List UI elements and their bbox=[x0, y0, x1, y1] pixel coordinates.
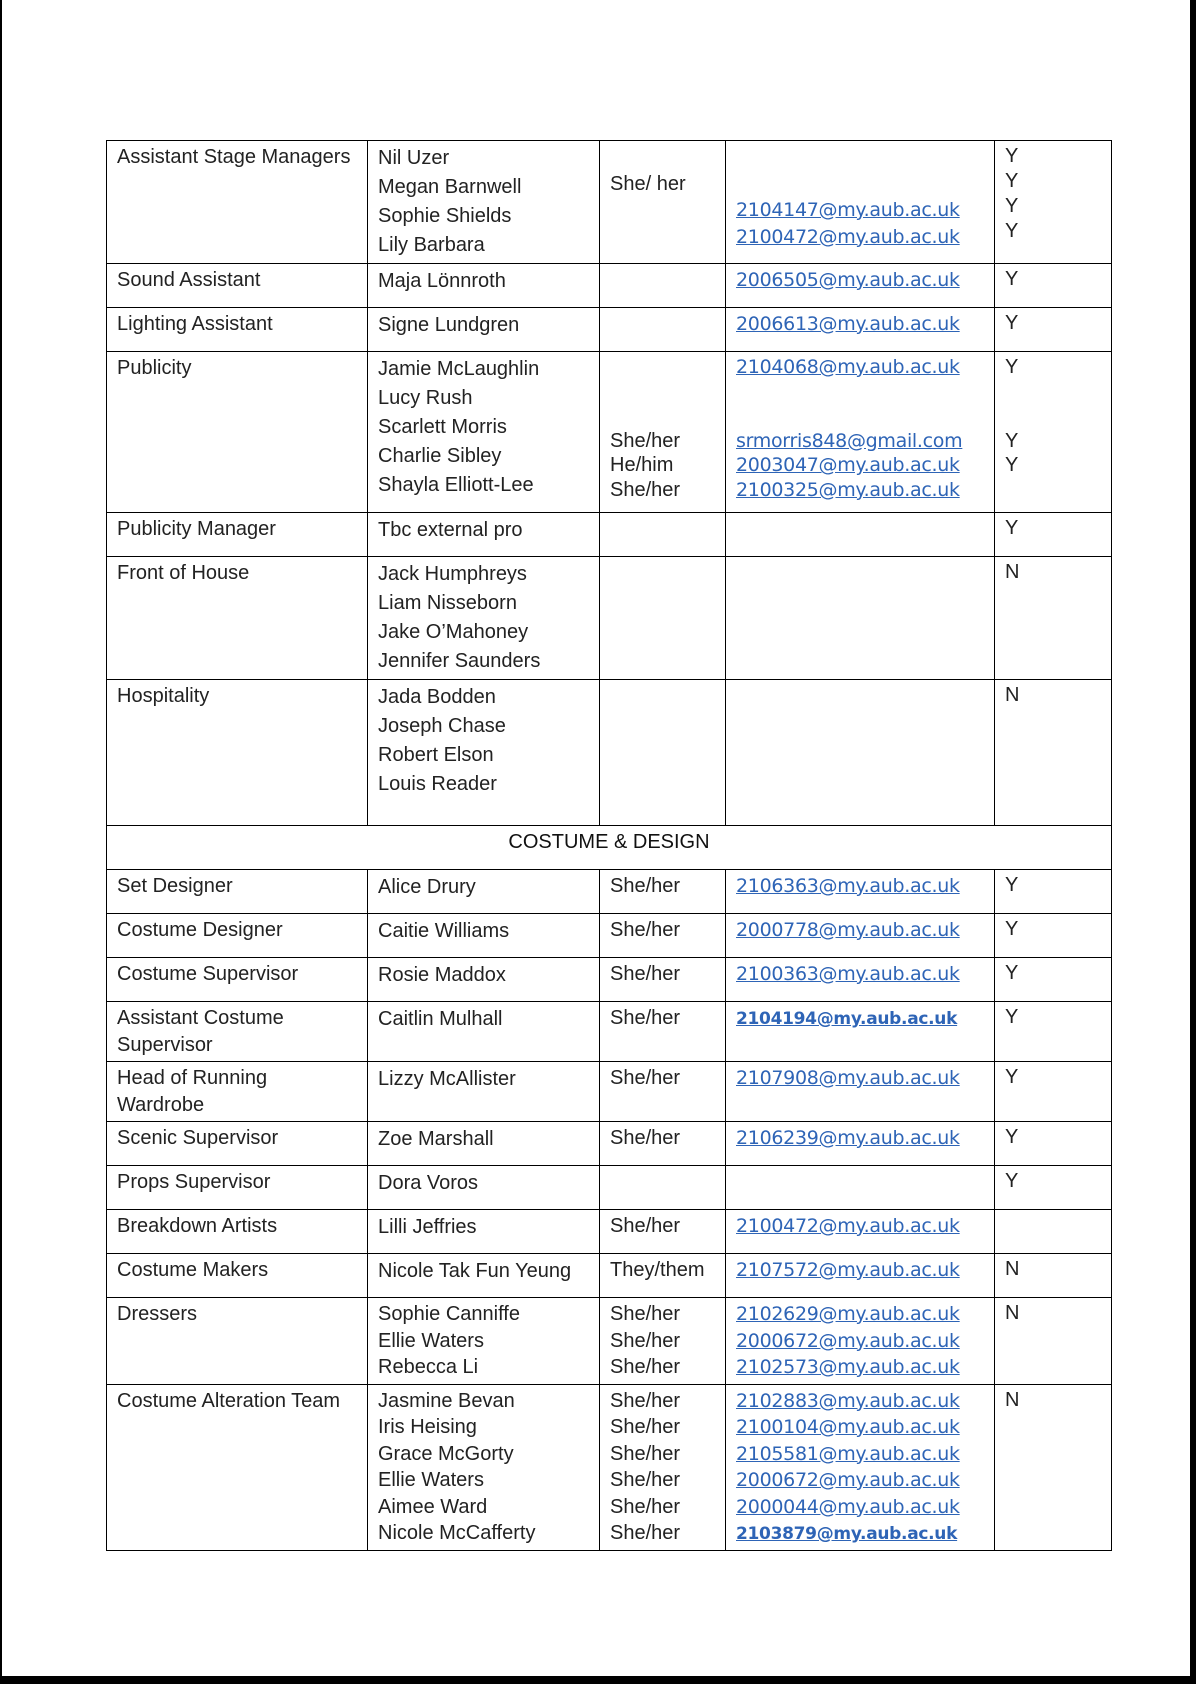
status-cell bbox=[995, 1062, 1112, 1122]
names-cell bbox=[368, 1210, 600, 1254]
pronouns-cell bbox=[600, 352, 726, 513]
person-name: Aimee Ward bbox=[378, 1495, 488, 1518]
email-address[interactable]: 2102629@my.aub.ac.uk bbox=[736, 1303, 960, 1325]
person-name: Jake O’Mahoney bbox=[378, 621, 529, 643]
email-link[interactable] bbox=[736, 355, 984, 380]
names-cell bbox=[368, 513, 600, 557]
email-link[interactable] bbox=[736, 197, 984, 224]
status-cell bbox=[995, 1298, 1112, 1385]
status-flag: Y bbox=[1005, 454, 1019, 477]
pronoun-text: She/her bbox=[610, 1522, 681, 1544]
empty-line bbox=[736, 380, 984, 405]
role-cell bbox=[107, 1210, 368, 1254]
email-cell bbox=[726, 352, 995, 513]
empty-line bbox=[736, 560, 984, 587]
role-label: Lighting Assistant bbox=[117, 313, 273, 335]
role-cell bbox=[107, 1122, 368, 1166]
pronouns-cell bbox=[600, 870, 726, 914]
pronouns-cell bbox=[600, 680, 726, 826]
status-cell bbox=[995, 1002, 1112, 1062]
empty-line bbox=[736, 683, 984, 710]
email-link[interactable] bbox=[736, 1301, 984, 1328]
pronoun-text bbox=[610, 404, 715, 429]
email-link[interactable] bbox=[736, 1388, 984, 1415]
email-link[interactable] bbox=[736, 1520, 984, 1547]
role-label: Dressers bbox=[117, 1303, 198, 1325]
empty-line bbox=[736, 171, 984, 198]
names-cell bbox=[368, 1384, 600, 1550]
person-name: Shayla Elliott-Lee bbox=[378, 474, 534, 496]
crew-table-body bbox=[107, 141, 1112, 1551]
status-flag: Y bbox=[1005, 170, 1019, 192]
email-address[interactable]: 2107572@my.aub.ac.uk bbox=[736, 1259, 960, 1281]
status-cell bbox=[995, 680, 1112, 826]
person-name: Lizzy McAllister bbox=[378, 1068, 516, 1090]
email-address[interactable]: 2000672@my.aub.ac.uk bbox=[736, 1329, 960, 1352]
person-name: Nil Uzer bbox=[378, 147, 450, 169]
role-label: Assistant Stage Managers bbox=[117, 146, 351, 168]
email-cell bbox=[726, 680, 995, 826]
pronoun-text: She/her bbox=[610, 1303, 681, 1325]
role-cell bbox=[107, 914, 368, 958]
names-cell bbox=[368, 1298, 600, 1385]
names-cell bbox=[368, 352, 600, 513]
email-link[interactable] bbox=[736, 1354, 984, 1381]
role-label: Scenic Supervisor bbox=[117, 1127, 279, 1149]
email-cell bbox=[726, 1210, 995, 1254]
email-link[interactable] bbox=[736, 1257, 984, 1284]
status-cell bbox=[995, 513, 1112, 557]
pronoun-text bbox=[610, 516, 715, 543]
person-name: Grace McGorty bbox=[378, 1442, 514, 1465]
table-row bbox=[107, 1166, 1112, 1210]
email-cell bbox=[726, 914, 995, 958]
person-name: Alice Drury bbox=[378, 876, 476, 898]
status-cell bbox=[995, 914, 1112, 958]
role-label: Publicity Manager bbox=[117, 518, 276, 540]
role-label: Costume Supervisor bbox=[117, 963, 299, 985]
status-flag: N bbox=[1005, 1388, 1020, 1411]
status-flag bbox=[1005, 404, 1101, 429]
person-name: Lilli Jeffries bbox=[378, 1216, 477, 1238]
email-link[interactable] bbox=[736, 1005, 984, 1032]
status-cell bbox=[995, 1384, 1112, 1550]
empty-line bbox=[736, 144, 984, 171]
person-name: Signe Lundgren bbox=[378, 314, 520, 336]
names-cell bbox=[368, 870, 600, 914]
role-cell bbox=[107, 513, 368, 557]
status-cell bbox=[995, 958, 1112, 1002]
pronoun-text: She/her bbox=[610, 1007, 681, 1029]
names-cell bbox=[368, 1002, 600, 1062]
email-address[interactable]: srmorris848@gmail.com bbox=[736, 429, 963, 452]
role-cell bbox=[107, 1298, 368, 1385]
email-link[interactable] bbox=[736, 873, 984, 900]
email-address[interactable]: 2000672@my.aub.ac.uk bbox=[736, 1469, 960, 1491]
status-cell bbox=[995, 352, 1112, 513]
table-row bbox=[107, 1210, 1112, 1254]
pronoun-text: She/her bbox=[610, 1416, 681, 1438]
role-cell bbox=[107, 264, 368, 308]
pronoun-text bbox=[610, 1169, 715, 1196]
names-cell bbox=[368, 264, 600, 308]
role-cell bbox=[107, 141, 368, 264]
email-address[interactable]: 2104068@my.aub.ac.uk bbox=[736, 356, 960, 378]
role-label: Sound Assistant bbox=[117, 269, 261, 291]
email-cell bbox=[726, 1122, 995, 1166]
person-name: Jack Humphreys bbox=[378, 563, 527, 585]
email-cell bbox=[726, 1166, 995, 1210]
email-address[interactable]: 2104147@my.aub.ac.uk bbox=[736, 199, 960, 221]
person-name: Jamie McLaughlin bbox=[378, 358, 540, 380]
pronouns-cell bbox=[600, 1166, 726, 1210]
pronoun-text: She/her bbox=[610, 478, 681, 501]
pronouns-cell bbox=[600, 141, 726, 264]
pronouns-cell bbox=[600, 1210, 726, 1254]
status-flag: Y bbox=[1005, 1066, 1019, 1088]
person-name: Caitie Williams bbox=[378, 920, 510, 942]
pronouns-cell bbox=[600, 1254, 726, 1298]
status-flag: Y bbox=[1005, 918, 1019, 940]
role-cell bbox=[107, 352, 368, 513]
email-cell bbox=[726, 1002, 995, 1062]
pronouns-cell bbox=[600, 513, 726, 557]
email-address[interactable]: 2000778@my.aub.ac.uk bbox=[736, 919, 960, 941]
status-flag: N bbox=[1005, 1302, 1020, 1324]
person-name: Ellie Waters bbox=[378, 1329, 484, 1352]
names-cell bbox=[368, 1166, 600, 1210]
pronoun-text: She/ her bbox=[610, 172, 686, 195]
role-label: Publicity bbox=[117, 357, 192, 379]
email-address[interactable]: 2106239@my.aub.ac.uk bbox=[736, 1127, 960, 1149]
table-row bbox=[107, 352, 1112, 513]
names-cell bbox=[368, 914, 600, 958]
email-link[interactable] bbox=[736, 1328, 984, 1355]
status-flag: Y bbox=[1005, 268, 1019, 290]
status-flag: Y bbox=[1005, 874, 1019, 896]
status-cell bbox=[995, 1254, 1112, 1298]
email-link[interactable] bbox=[736, 1213, 984, 1240]
names-cell bbox=[368, 557, 600, 680]
role-cell bbox=[107, 1384, 368, 1550]
email-address[interactable]: 2006505@my.aub.ac.uk bbox=[736, 269, 960, 291]
email-cell bbox=[726, 1384, 995, 1550]
pronoun-text: She/her bbox=[610, 1442, 681, 1465]
pronoun-text bbox=[610, 380, 715, 405]
email-address[interactable]: 2000044@my.aub.ac.uk bbox=[736, 1495, 960, 1518]
role-label: Costume Designer bbox=[117, 919, 283, 941]
email-cell bbox=[726, 308, 995, 352]
status-cell bbox=[995, 557, 1112, 680]
role-cell bbox=[107, 308, 368, 352]
role-cell bbox=[107, 1254, 368, 1298]
person-name: Megan Barnwell bbox=[378, 176, 522, 198]
pronouns-cell bbox=[600, 1002, 726, 1062]
email-link[interactable] bbox=[736, 1125, 984, 1152]
table-row bbox=[107, 1062, 1112, 1122]
names-cell bbox=[368, 1062, 600, 1122]
email-address[interactable]: 2104194@my.aub.ac.uk bbox=[736, 1009, 958, 1029]
person-name: Zoe Marshall bbox=[378, 1128, 494, 1150]
person-name: Joseph Chase bbox=[378, 715, 506, 737]
role-label: Assistant Costume Supervisor bbox=[117, 1007, 284, 1056]
crew-table bbox=[106, 140, 1112, 1551]
role-label: Head of Running Wardrobe bbox=[117, 1067, 268, 1116]
status-cell bbox=[995, 1210, 1112, 1254]
email-link[interactable] bbox=[736, 478, 984, 503]
person-name: Liam Nisseborn bbox=[378, 592, 517, 614]
pronouns-cell bbox=[600, 1062, 726, 1122]
email-link[interactable] bbox=[736, 1414, 984, 1441]
pronouns-cell bbox=[600, 914, 726, 958]
person-name: Maja Lönnroth bbox=[378, 270, 506, 292]
email-link[interactable] bbox=[736, 917, 984, 944]
pronoun-text bbox=[610, 311, 715, 338]
person-name: Ellie Waters bbox=[378, 1469, 484, 1491]
status-flag: Y bbox=[1005, 312, 1019, 334]
pronoun-text bbox=[610, 144, 715, 171]
pronoun-text: She/her bbox=[610, 1067, 681, 1089]
person-name: Caitlin Mulhall bbox=[378, 1008, 503, 1030]
email-cell bbox=[726, 1254, 995, 1298]
email-cell bbox=[726, 958, 995, 1002]
email-address[interactable]: 2102883@my.aub.ac.uk bbox=[736, 1389, 960, 1412]
person-name: Jasmine Bevan bbox=[378, 1389, 515, 1412]
pronoun-text: She/her bbox=[610, 919, 681, 941]
table-row bbox=[107, 557, 1112, 680]
pronoun-text: She/her bbox=[610, 1215, 681, 1237]
status-flag: N bbox=[1005, 1258, 1020, 1280]
table-row bbox=[107, 1122, 1112, 1166]
status-flag: Y bbox=[1005, 1006, 1019, 1028]
status-flag: Y bbox=[1005, 1170, 1019, 1192]
email-link[interactable] bbox=[736, 1467, 984, 1494]
status-cell bbox=[995, 308, 1112, 352]
email-address[interactable]: 2100104@my.aub.ac.uk bbox=[736, 1416, 960, 1438]
empty-line bbox=[736, 404, 984, 429]
email-address[interactable]: 2100363@my.aub.ac.uk bbox=[736, 963, 960, 985]
person-name: Tbc external pro bbox=[378, 519, 523, 541]
role-label: Hospitality bbox=[117, 685, 210, 707]
status-flag: Y bbox=[1005, 145, 1019, 167]
role-cell bbox=[107, 557, 368, 680]
role-label: Costume Makers bbox=[117, 1259, 269, 1281]
pronoun-text: She/her bbox=[610, 1329, 681, 1352]
status-flag: Y bbox=[1005, 517, 1019, 539]
table-row bbox=[107, 1254, 1112, 1298]
pronoun-text bbox=[610, 355, 715, 380]
role-label: Breakdown Artists bbox=[117, 1215, 278, 1237]
email-cell bbox=[726, 1062, 995, 1122]
email-link[interactable] bbox=[736, 224, 984, 251]
email-address[interactable]: 2107908@my.aub.ac.uk bbox=[736, 1067, 960, 1089]
table-row bbox=[107, 914, 1112, 958]
status-cell bbox=[995, 264, 1112, 308]
status-cell bbox=[995, 1122, 1112, 1166]
email-address[interactable]: 2103879@my.aub.ac.uk bbox=[736, 1524, 958, 1544]
pronouns-cell bbox=[600, 1384, 726, 1550]
pronoun-text bbox=[610, 683, 715, 710]
names-cell bbox=[368, 141, 600, 264]
pronouns-cell bbox=[600, 308, 726, 352]
pronouns-cell bbox=[600, 1122, 726, 1166]
person-name: Robert Elson bbox=[378, 744, 494, 766]
status-flag: Y bbox=[1005, 195, 1019, 217]
email-address[interactable]: 2102573@my.aub.ac.uk bbox=[736, 1356, 960, 1378]
pronoun-text bbox=[610, 224, 715, 251]
pronouns-cell bbox=[600, 557, 726, 680]
pronoun-text: She/her bbox=[610, 1469, 681, 1491]
email-cell bbox=[726, 264, 995, 308]
person-name: Lucy Rush bbox=[378, 387, 473, 409]
person-name: Sophie Shields bbox=[378, 205, 512, 227]
email-address[interactable]: 2100472@my.aub.ac.uk bbox=[736, 1215, 960, 1237]
names-cell bbox=[368, 958, 600, 1002]
table-row bbox=[107, 1002, 1112, 1062]
pronoun-text: She/her bbox=[610, 429, 681, 452]
names-cell bbox=[368, 1254, 600, 1298]
email-cell bbox=[726, 870, 995, 914]
email-link[interactable] bbox=[736, 267, 984, 294]
person-name: Lily Barbara bbox=[378, 234, 485, 256]
names-cell bbox=[368, 308, 600, 352]
section-header-row bbox=[107, 826, 1112, 870]
pronoun-text: She/her bbox=[610, 875, 681, 897]
person-name: Iris Heising bbox=[378, 1416, 477, 1438]
status-flag bbox=[1005, 478, 1101, 503]
role-label: Costume Alteration Team bbox=[117, 1389, 341, 1412]
table-row bbox=[107, 513, 1112, 557]
email-address[interactable]: 2106363@my.aub.ac.uk bbox=[736, 875, 960, 897]
email-link[interactable] bbox=[736, 1441, 984, 1468]
role-label: Front of House bbox=[117, 562, 250, 584]
person-name: Jada Bodden bbox=[378, 686, 496, 708]
names-cell bbox=[368, 1122, 600, 1166]
role-cell bbox=[107, 958, 368, 1002]
table-row bbox=[107, 141, 1112, 264]
pronoun-text: She/her bbox=[610, 1356, 681, 1378]
email-link[interactable] bbox=[736, 453, 984, 478]
pronoun-text bbox=[610, 267, 715, 294]
email-cell bbox=[726, 557, 995, 680]
pronoun-text: She/her bbox=[610, 963, 681, 985]
pronouns-cell bbox=[600, 264, 726, 308]
status-flag: Y bbox=[1005, 220, 1019, 242]
email-address[interactable]: 2100472@my.aub.ac.uk bbox=[736, 225, 960, 248]
person-name: Charlie Sibley bbox=[378, 445, 502, 467]
email-address[interactable]: 2100325@my.aub.ac.uk bbox=[736, 478, 960, 501]
status-flag: N bbox=[1005, 684, 1020, 706]
table-row bbox=[107, 1384, 1112, 1550]
person-name: Dora Voros bbox=[378, 1172, 479, 1194]
email-link[interactable] bbox=[736, 961, 984, 988]
table-row bbox=[107, 958, 1112, 1002]
person-name: Nicole McCafferty bbox=[378, 1522, 536, 1544]
role-cell bbox=[107, 870, 368, 914]
status-cell bbox=[995, 1166, 1112, 1210]
person-name: Rosie Maddox bbox=[378, 964, 506, 986]
status-flag: N bbox=[1005, 561, 1020, 583]
table-row bbox=[107, 264, 1112, 308]
status-cell bbox=[995, 141, 1112, 264]
role-label: Set Designer bbox=[117, 875, 233, 897]
person-name: Jennifer Saunders bbox=[378, 650, 541, 672]
table-row bbox=[107, 308, 1112, 352]
pronoun-text: They/them bbox=[610, 1259, 705, 1281]
email-cell bbox=[726, 513, 995, 557]
person-name: Rebecca Li bbox=[378, 1356, 479, 1378]
email-link[interactable] bbox=[736, 1065, 984, 1092]
role-label: Props Supervisor bbox=[117, 1171, 271, 1193]
table-row bbox=[107, 1298, 1112, 1385]
status-flag bbox=[1005, 1213, 1101, 1238]
pronoun-text: He/him bbox=[610, 454, 674, 477]
pronoun-text: She/her bbox=[610, 1389, 681, 1412]
email-cell bbox=[726, 1298, 995, 1385]
pronoun-text: She/her bbox=[610, 1495, 681, 1518]
pronoun-text: She/her bbox=[610, 1127, 681, 1149]
email-cell bbox=[726, 141, 995, 264]
status-flag: Y bbox=[1005, 1126, 1019, 1148]
empty-line bbox=[736, 1169, 984, 1196]
pronoun-text bbox=[610, 197, 715, 224]
person-name: Scarlett Morris bbox=[378, 416, 507, 438]
section-heading: COSTUME & DESIGN bbox=[107, 826, 1112, 870]
role-cell bbox=[107, 1002, 368, 1062]
role-cell bbox=[107, 1166, 368, 1210]
table-row bbox=[107, 680, 1112, 826]
status-flag bbox=[1005, 380, 1101, 405]
status-flag: Y bbox=[1005, 356, 1019, 378]
person-name: Sophie Canniffe bbox=[378, 1303, 520, 1325]
email-link[interactable] bbox=[736, 311, 984, 338]
status-flag: Y bbox=[1005, 429, 1019, 452]
status-flag: Y bbox=[1005, 962, 1019, 984]
pronoun-text bbox=[610, 560, 715, 587]
status-cell bbox=[995, 870, 1112, 914]
role-cell bbox=[107, 1062, 368, 1122]
names-cell bbox=[368, 680, 600, 826]
person-name: Nicole Tak Fun Yeung bbox=[378, 1260, 572, 1282]
empty-line bbox=[736, 516, 984, 543]
email-link[interactable] bbox=[736, 1494, 984, 1521]
pronouns-cell bbox=[600, 958, 726, 1002]
person-name: Louis Reader bbox=[378, 773, 497, 795]
email-address[interactable]: 2006613@my.aub.ac.uk bbox=[736, 313, 960, 335]
role-cell bbox=[107, 680, 368, 826]
email-address[interactable]: 2105581@my.aub.ac.uk bbox=[736, 1442, 960, 1465]
email-address[interactable]: 2003047@my.aub.ac.uk bbox=[736, 454, 960, 477]
pronouns-cell bbox=[600, 1298, 726, 1385]
table-row bbox=[107, 870, 1112, 914]
email-link[interactable] bbox=[736, 429, 984, 454]
